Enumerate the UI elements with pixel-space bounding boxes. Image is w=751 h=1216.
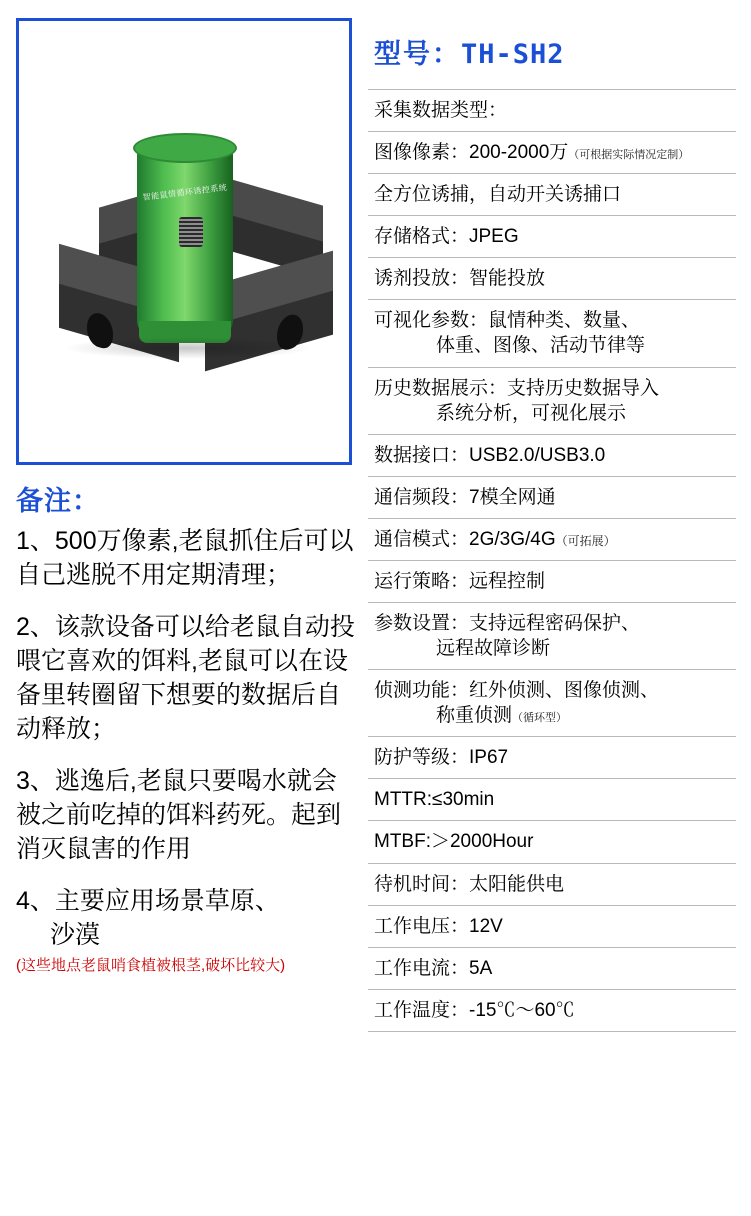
spec-text: 待机时间：太阳能供电 — [374, 873, 565, 895]
spec-text: MTTR:≤30min — [374, 789, 495, 811]
spec-text: 防护等级：IP67 — [374, 747, 509, 769]
device-brand-label: 智能鼠情循环诱控系统 — [142, 182, 228, 203]
spec-text: 采集数据类型： — [374, 100, 508, 121]
spec-note: （可拓展） — [555, 533, 616, 548]
spec-note: （可根据实际情况定制） — [568, 149, 690, 162]
spec-row — [368, 864, 736, 906]
spec-row — [368, 300, 736, 367]
spec-text: 工作电流：5A — [374, 957, 493, 979]
spec-text: 参数设置：支持远程密码保护、 — [374, 613, 641, 635]
spec-text: 工作温度：-15℃～60℃ — [374, 999, 575, 1021]
spec-text: 侦测功能：红外侦测、图像侦测、 — [374, 680, 660, 702]
model-value: TH-SH2 — [461, 39, 565, 70]
spec-text-cont: 体重、图像、活动节律等 — [436, 335, 646, 357]
device-vent-icon — [179, 217, 203, 247]
spec-row — [368, 90, 736, 132]
spec-row — [368, 435, 736, 477]
spec-text: 通信频段：7模全网通 — [374, 486, 556, 508]
remark-item: 1、500万像素,老鼠抓住后可以自己逃脱不用定期清理； — [16, 527, 354, 589]
model-label: 型号： — [374, 39, 461, 69]
device-cylinder-top — [133, 133, 237, 163]
remarks-footnote: (这些地点老鼠哨食植被根茎,破坏比较大) — [16, 957, 286, 974]
spec-row — [368, 948, 736, 990]
device-shadow — [63, 337, 313, 359]
spec-row — [368, 990, 736, 1032]
spec-row — [368, 821, 736, 863]
spec-row — [368, 258, 736, 300]
spec-text: 全方位诱捕，自动开关诱捕口 — [374, 184, 622, 206]
model-line — [368, 18, 736, 89]
device-illustration — [19, 21, 349, 462]
remark-item-main: 4、主要应用场景草原、 — [16, 887, 280, 915]
spec-text: 图像像素：200-2000万 — [374, 142, 569, 164]
remark-item: 3、逃逸后,老鼠只要喝水就会被之前吃掉的饵料药死。起到消灭鼠害的作用 — [16, 767, 342, 863]
left-column — [16, 18, 356, 976]
spec-text: 数据接口：USB2.0/USB3.0 — [374, 444, 606, 466]
spec-row — [368, 477, 736, 519]
spec-text: 历史数据展示：支持历史数据导入 — [374, 377, 660, 399]
remark-item-cont: 沙漠 — [50, 921, 101, 949]
spec-row — [368, 603, 736, 670]
spec-row — [368, 670, 736, 737]
remark-item — [16, 884, 356, 952]
spec-text: 工作电压：12V — [374, 915, 503, 937]
spec-cont-main: 称重侦测 — [436, 705, 513, 727]
spec-text-cont: 远程故障诊断 — [436, 638, 551, 660]
spec-text: MTBF:＞2000Hour — [374, 831, 534, 853]
spec-text-cont: 系统分析，可视化展示 — [436, 402, 627, 424]
spec-row — [368, 737, 736, 779]
spec-row — [368, 519, 736, 561]
spec-row — [368, 132, 736, 174]
spec-row — [368, 368, 736, 435]
spec-row — [368, 561, 736, 603]
spec-text: 运行策略：远程控制 — [374, 570, 546, 592]
remarks-title: 备注： — [16, 486, 100, 516]
spec-text: 存储格式：JPEG — [374, 226, 519, 248]
spec-row — [368, 779, 736, 821]
right-column — [368, 18, 736, 1032]
product-photo — [16, 18, 352, 465]
spec-text: 通信模式：2G/3G/4G — [374, 528, 556, 550]
remarks-list — [16, 524, 356, 976]
spec-text: 可视化参数：鼠情种类、数量、 — [374, 310, 641, 332]
spec-row — [368, 216, 736, 258]
spec-text-cont — [374, 703, 734, 728]
spec-text: 诱剂投放：智能投放 — [374, 268, 546, 290]
spec-row — [368, 174, 736, 216]
spec-table — [368, 89, 736, 1032]
spec-row — [368, 906, 736, 948]
spec-cont-note: （循环型） — [512, 712, 568, 725]
remark-item: 2、该款设备可以给老鼠自动投喂它喜欢的饵料,老鼠可以在设备里转圈留下想要的数据后自动释放； — [16, 613, 355, 743]
